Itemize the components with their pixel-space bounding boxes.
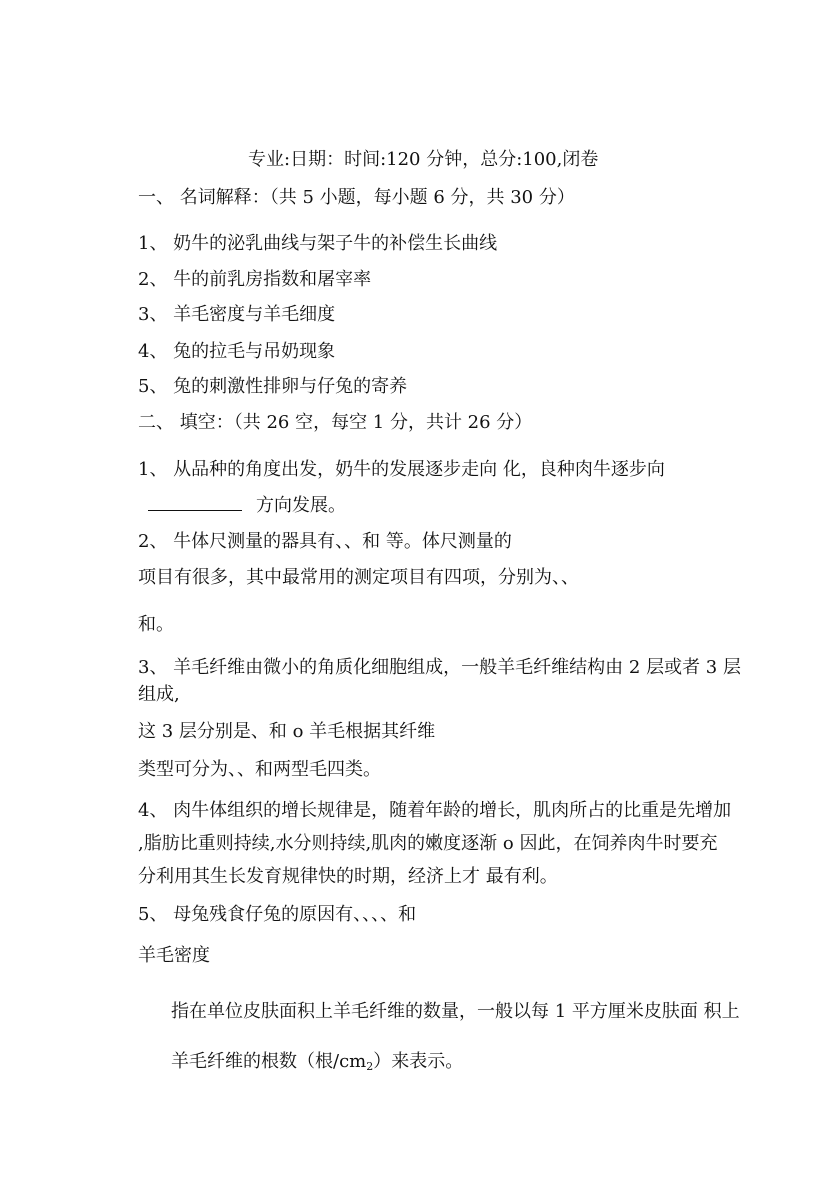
answer-definition-line-1: 指在单位皮肤面积上羊毛纤维的数量，一般以每 1 平方厘米皮肤面 积上 [171,1001,740,1022]
definition-text-pre: 羊毛纤维的根数（根/cm [171,1051,367,1072]
section-2-title: 二、 填空：（共 26 空，每空 1 分，共计 26 分） [138,412,533,433]
fill-question-2-line-2: 项目有很多，其中最常用的测定项目有四项，分别为、、 [138,567,579,588]
fill-question-4-line-2: ,脂肪比重则持续,水分则持续,肌肉的嫩度逐渐 o 因此，在饲养肉牛时要充 [138,833,718,854]
fill-question-4-line-3: 分利用其生长发育规律快的时期，经济上才 最有利。 [138,866,558,887]
fill-question-2-line-1: 2、 牛体尺测量的器具有、、和 等。体尺测量的 [138,531,512,552]
answer-definition-line-2 [171,1050,463,1079]
fill-question-1-text: 方向发展。 [256,495,346,516]
section-1-item-3: 3、 羊毛密度与羊毛细度 [138,304,336,325]
fill-question-4-line-1: 4、 肉牛体组织的增长规律是，随着年龄的增长，肌肉所占的比重是先增加 [138,800,732,821]
definition-subscript: 2 [366,1060,374,1073]
answer-term: 羊毛密度 [138,945,210,966]
fill-question-2-line-3: 和。 [138,614,174,635]
fill-question-3-line-1: 3、 羊毛纤维由微小的角质化细胞组成，一般羊毛纤维结构由 2 层或者 3 层 [138,657,741,678]
fill-question-3-line-4: 类型可分为、、和两型毛四类。 [138,759,381,780]
answer-blank [148,494,242,511]
fill-question-3-line-3: 这 3 层分别是、和 o 羊毛根据其纤维 [138,721,436,742]
section-1-title: 一、 名词解释：（共 5 小题，每小题 6 分，共 30 分） [138,187,575,208]
fill-question-1-line-2 [148,494,346,518]
fill-question-1-line-1: 1、 从品种的角度出发，奶牛的发展逐步走向 化，良种肉牛逐步向 [138,459,665,480]
section-1-item-2: 2、 牛的前乳房指数和屠宰率 [138,269,372,290]
fill-question-3-line-2: 组成, [138,684,180,705]
fill-question-5-line-1: 5、 母兔残食仔兔的原因有、、、、和 [138,904,417,925]
section-1-item-5: 5、 兔的刺激性排卵与仔兔的寄养 [138,376,408,397]
definition-text-post: ）来表示。 [373,1051,464,1072]
section-1-item-4: 4、 兔的拉毛与吊奶现象 [138,341,336,362]
exam-header: 专业:日期：时间:120 分钟，总分:100,闭卷 [248,149,599,170]
section-1-item-1: 1、 奶牛的泌乳曲线与架子牛的补偿生长曲线 [138,233,498,254]
